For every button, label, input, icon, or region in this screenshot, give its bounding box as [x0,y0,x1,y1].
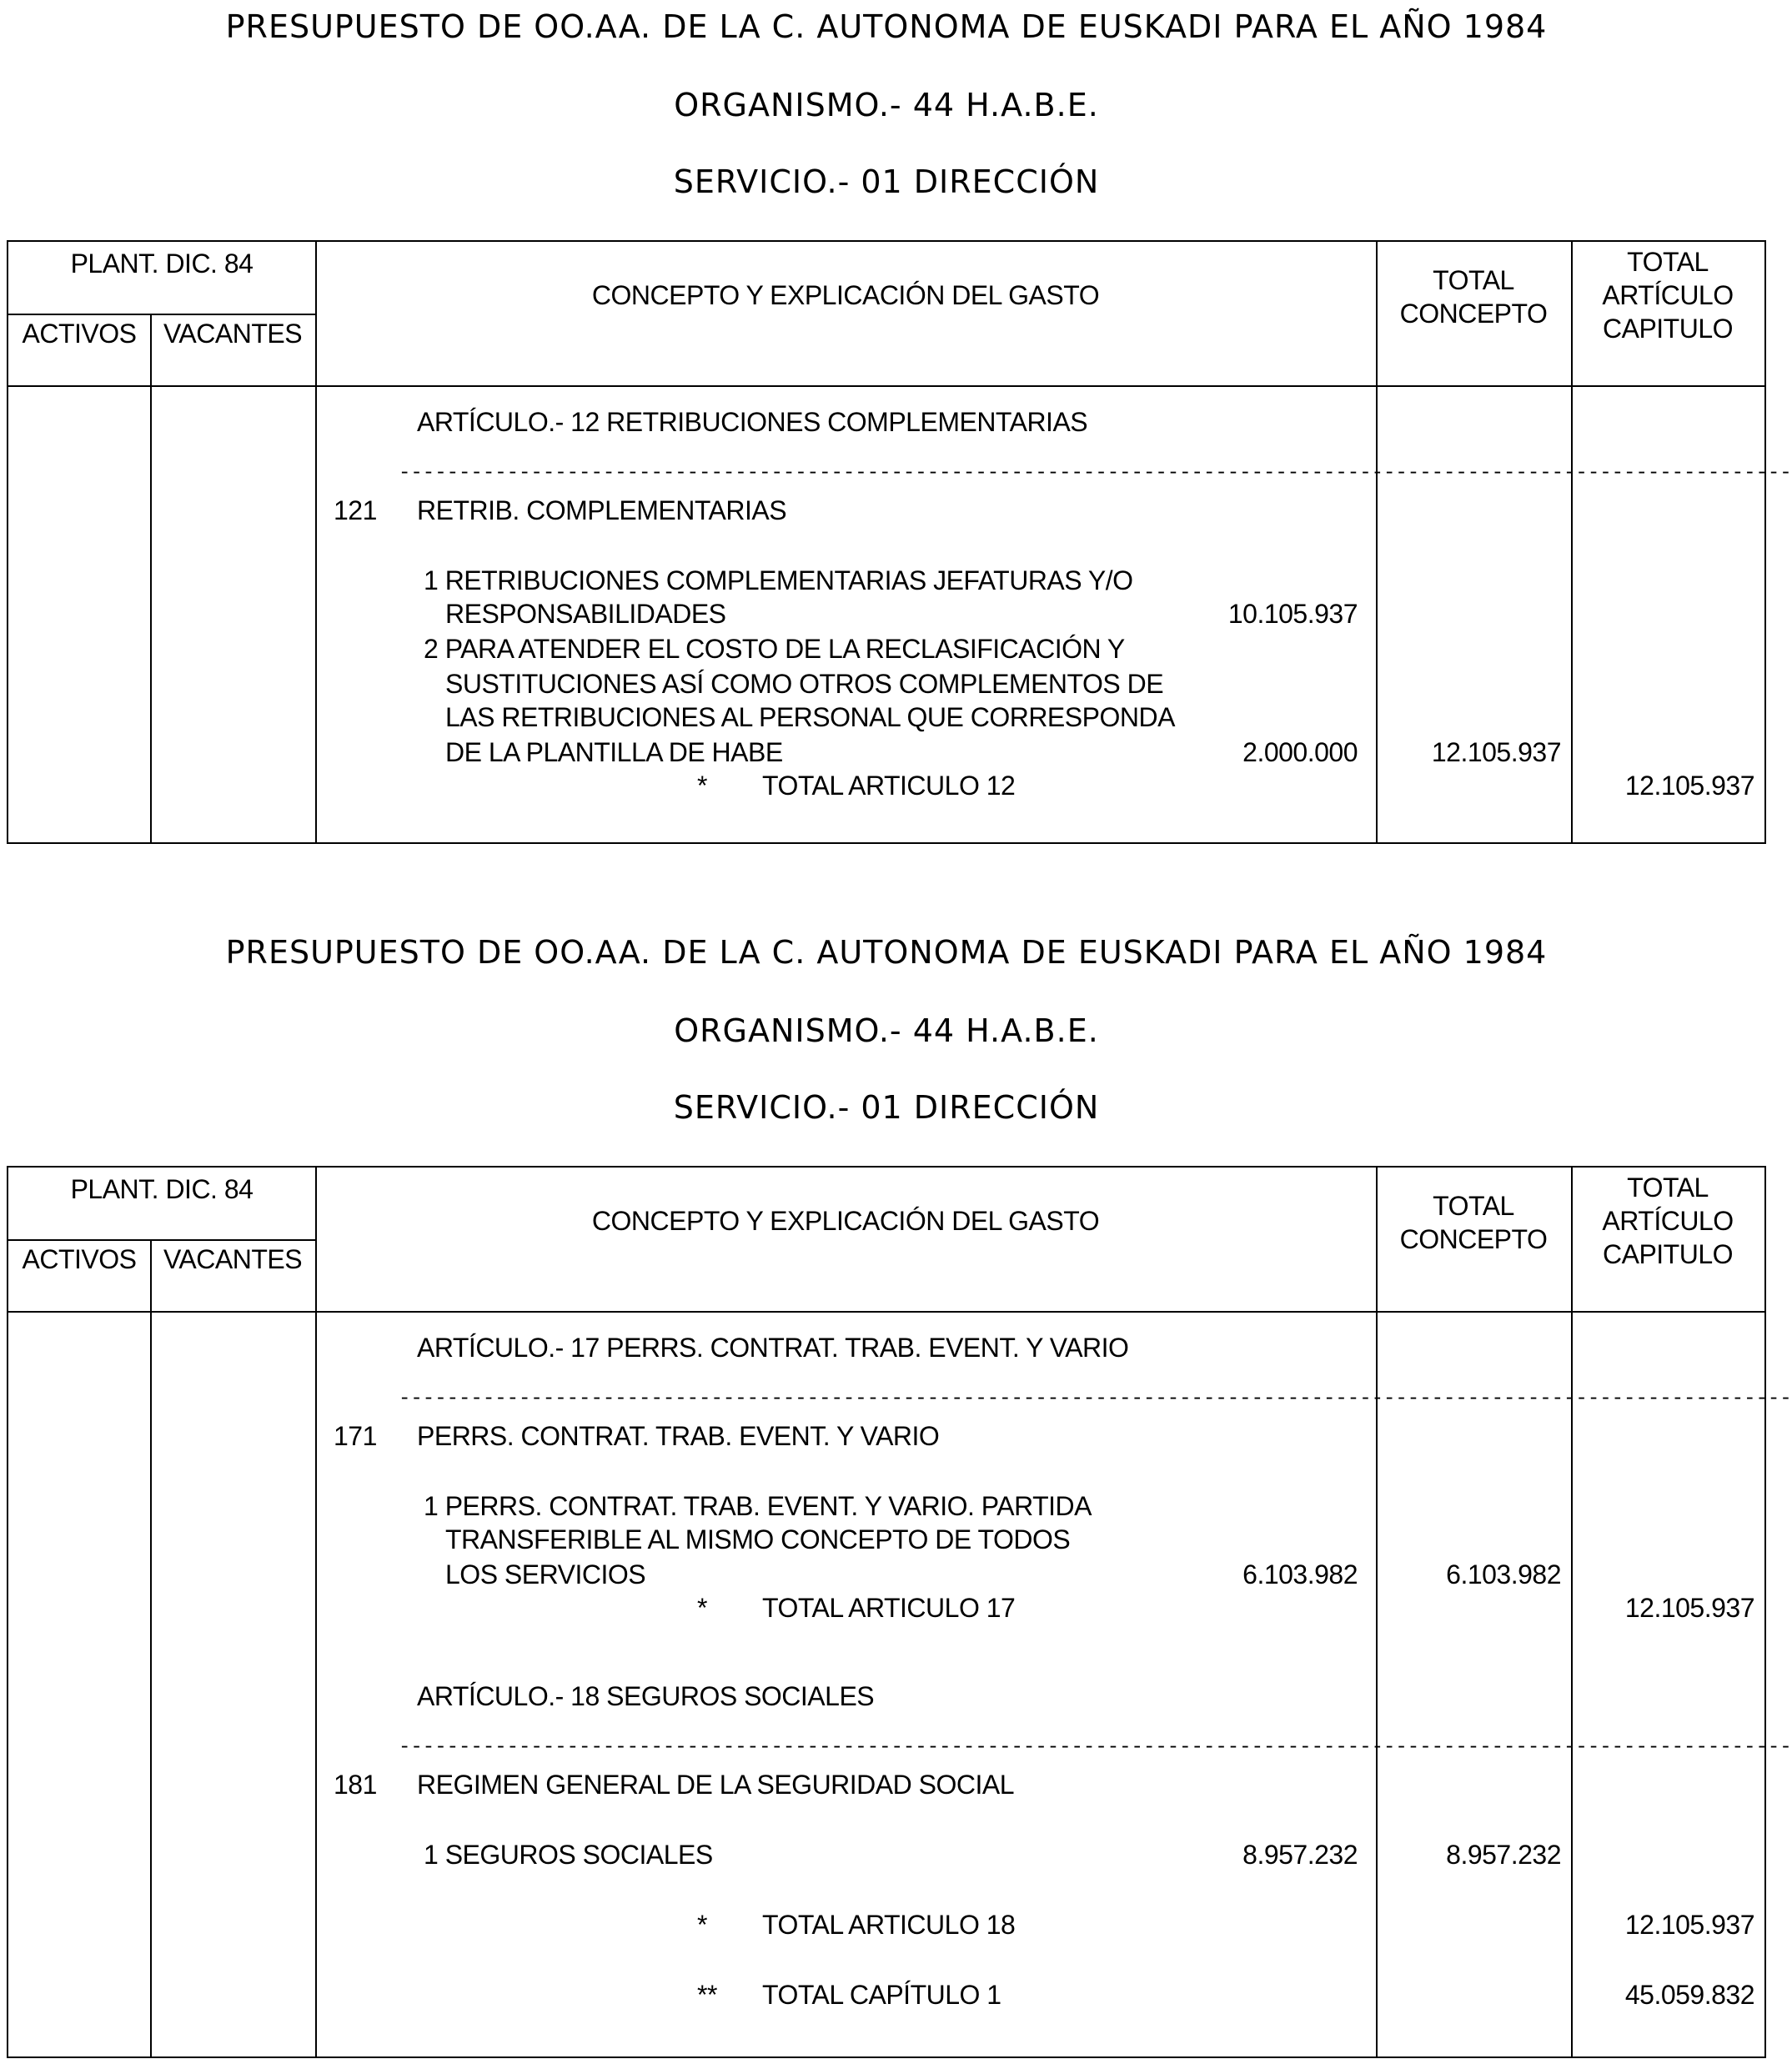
column-divider [150,1239,152,2056]
concept-name: PERRS. CONTRAT. TRAB. EVENT. Y VARIO [417,1421,940,1451]
item-text: 1 SEGUROS SOCIALES [424,1840,713,1870]
total-articulo-header: CAPITULO [1602,314,1734,344]
item-text: 1 RETRIBUCIONES COMPLEMENTARIAS JEFATURAS Y/O [424,565,1133,595]
plant-header: PLANT. DIC. 84 [70,1174,253,1204]
vacantes-header: VACANTES [163,1244,303,1274]
budget-table [7,1166,1792,2058]
item-text: 2 PARA ATENDER EL COSTO DE LA RECLASIFICACIÓN Y [424,634,1125,664]
chapter-total-value: 45.059.832 [1624,1980,1754,2010]
total-star: * [697,771,707,801]
article-total-value: 12.105.937 [1624,1593,1754,1623]
total-concepto-header: TOTAL [1433,265,1514,295]
total-concepto-header: CONCEPTO [1399,1224,1548,1254]
document-title: PRESUPUESTO DE OO.AA. DE LA C. AUTONOMA DE EUSKADI PARA EL AÑO 1984 [225,934,1548,971]
column-divider [315,1168,317,2056]
separator-line: -------------------------------------------------------------------------------------------------------------------- [399,1388,1792,1410]
servicio-heading: SERVICIO.- 01 DIRECCIÓN [673,163,1100,200]
concept-total: 12.105.937 [1431,737,1561,767]
column-divider [315,242,317,842]
concept-code: 121 [334,495,377,525]
header-subdivider [8,1239,315,1241]
item-text: LOS SERVICIOS [445,1559,646,1589]
concept-code: 171 [334,1421,377,1451]
chapter-total-star: ** [697,1980,717,2010]
header-bottom-rule [8,1311,1764,1313]
item-amount: 10.105.937 [1227,599,1358,629]
chapter-total-label: TOTAL CAPÍTULO 1 [762,1980,1001,2010]
organismo-heading: ORGANISMO.- 44 H.A.B.E. [674,1012,1099,1049]
total-label: TOTAL ARTICULO 12 [762,771,1016,801]
total-articulo-header: CAPITULO [1602,1239,1734,1269]
header-subdivider [8,314,315,315]
plant-header: PLANT. DIC. 84 [70,249,253,279]
item-text: SUSTITUCIONES ASÍ COMO OTROS COMPLEMENTOS DE [445,669,1164,699]
concepto-header: CONCEPTO Y EXPLICACIÓN DEL GASTO [591,1206,1100,1236]
total-concepto-header: CONCEPTO [1399,299,1548,329]
document-title: PRESUPUESTO DE OO.AA. DE LA C. AUTONOMA DE EUSKADI PARA EL AÑO 1984 [225,8,1548,45]
total-label: TOTAL ARTICULO 17 [762,1593,1016,1623]
item-amount: 6.103.982 [1242,1559,1358,1589]
column-divider [150,314,152,842]
concept-name: RETRIB. COMPLEMENTARIAS [417,495,787,525]
budget-table [7,240,1792,844]
article-title: ARTÍCULO.- 18 SEGUROS SOCIALES [417,1681,875,1711]
concept-total: 6.103.982 [1446,1559,1561,1589]
item-text: DE LA PLANTILLA DE HABE [445,737,783,767]
item-amount: 8.957.232 [1242,1840,1358,1870]
concepto-header: CONCEPTO Y EXPLICACIÓN DEL GASTO [591,280,1100,310]
item-amount: 2.000.000 [1242,737,1358,767]
item-text: LAS RETRIBUCIONES AL PERSONAL QUE CORRESPONDA [445,702,1175,732]
total-star: * [697,1910,707,1940]
header-bottom-rule [8,385,1764,387]
total-concepto-header: TOTAL [1433,1191,1514,1221]
activos-header: ACTIVOS [22,1244,137,1274]
column-divider [1376,1168,1378,2056]
article-title: ARTÍCULO.- 12 RETRIBUCIONES COMPLEMENTARIAS [417,407,1088,437]
activos-header: ACTIVOS [22,319,137,349]
item-text: TRANSFERIBLE AL MISMO CONCEPTO DE TODOS [445,1524,1071,1554]
separator-line: -------------------------------------------------------------------------------------------------------------------- [399,462,1792,485]
total-articulo-header: TOTAL [1627,247,1709,277]
concept-name: REGIMEN GENERAL DE LA SEGURIDAD SOCIAL [417,1770,1014,1800]
column-divider [1571,1168,1573,2056]
article-total-value: 12.105.937 [1624,1910,1754,1940]
item-text: RESPONSABILIDADES [445,599,726,629]
total-star: * [697,1593,707,1623]
organismo-heading: ORGANISMO.- 44 H.A.B.E. [674,87,1099,123]
vacantes-header: VACANTES [163,319,303,349]
column-divider [1376,242,1378,842]
concept-total: 8.957.232 [1446,1840,1561,1870]
total-articulo-header: TOTAL [1627,1173,1709,1203]
servicio-heading: SERVICIO.- 01 DIRECCIÓN [673,1089,1100,1126]
total-articulo-header: ARTÍCULO [1602,280,1734,310]
article-title: ARTÍCULO.- 17 PERRS. CONTRAT. TRAB. EVENT. Y VARIO [417,1333,1129,1363]
item-text: 1 PERRS. CONTRAT. TRAB. EVENT. Y VARIO. PARTIDA [424,1491,1092,1521]
total-label: TOTAL ARTICULO 18 [762,1910,1016,1940]
concept-code: 181 [334,1770,377,1800]
total-articulo-header: ARTÍCULO [1602,1206,1734,1236]
article-total-value: 12.105.937 [1624,771,1754,801]
separator-line: -------------------------------------------------------------------------------------------------------------------- [399,1736,1792,1759]
